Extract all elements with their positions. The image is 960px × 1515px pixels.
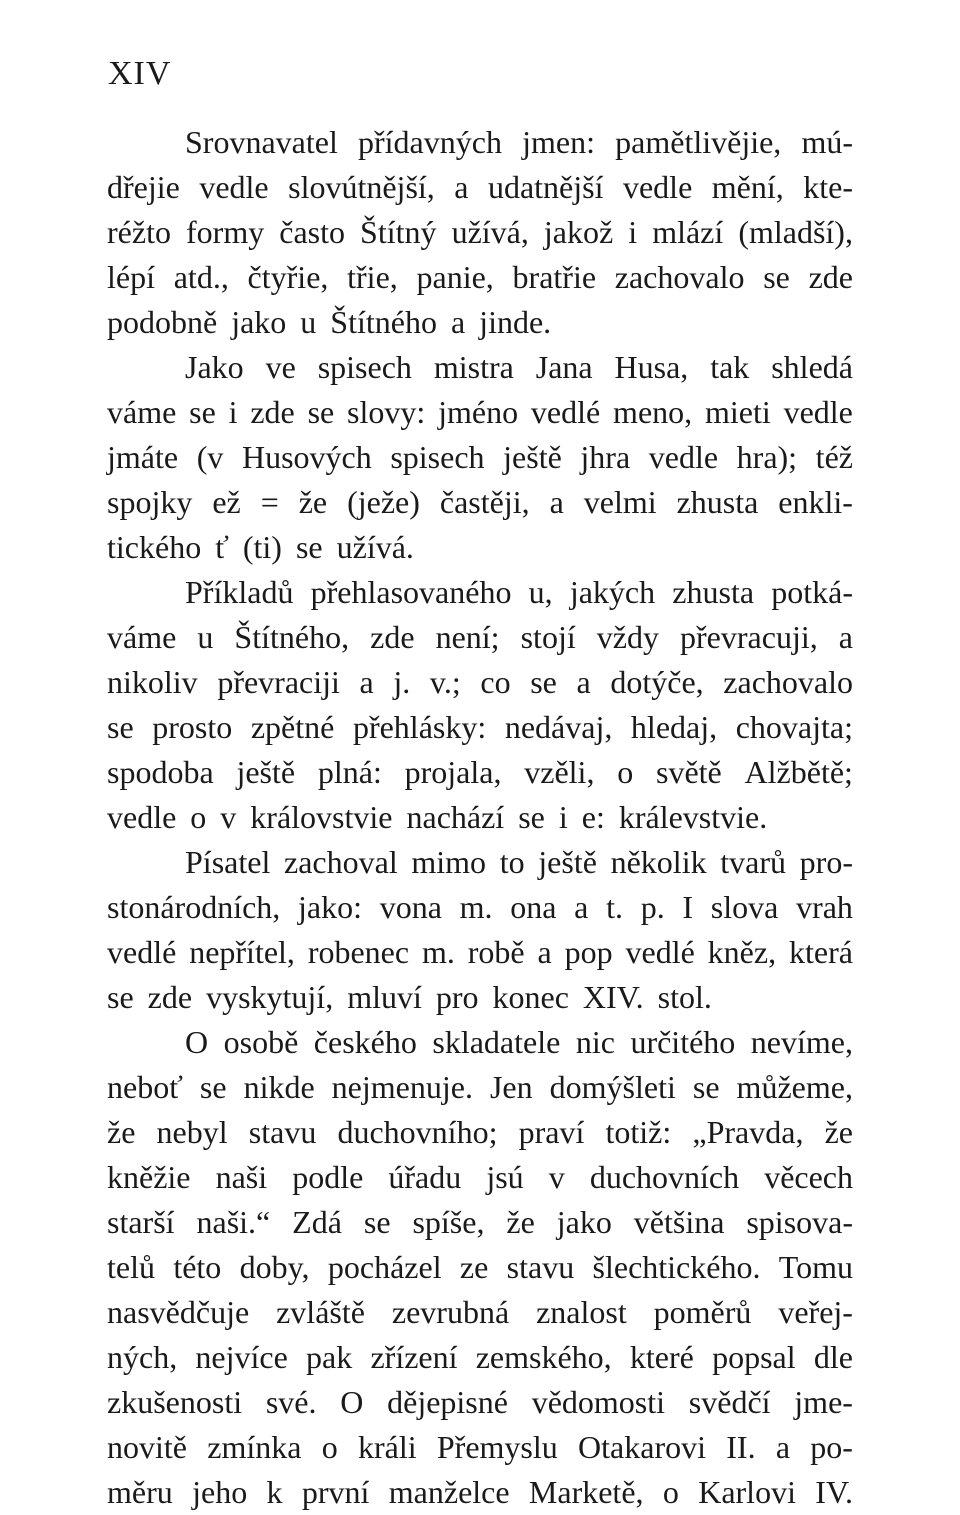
word: t.	[606, 889, 623, 925]
word: Štítný	[360, 214, 437, 250]
text-line	[107, 795, 853, 840]
word: vedlé	[625, 934, 695, 970]
word: se	[307, 394, 335, 430]
word: a	[775, 1429, 791, 1465]
word: a	[537, 934, 552, 970]
text-line	[107, 1380, 853, 1425]
word: dřejie	[107, 169, 180, 205]
text-line	[107, 1110, 853, 1155]
text-line	[107, 525, 853, 570]
word: kněz,	[707, 934, 777, 970]
word: totiž:	[605, 1114, 672, 1150]
text-line	[107, 615, 853, 660]
text-line	[107, 255, 853, 300]
word: jako:	[298, 889, 362, 925]
word: jakož	[543, 214, 614, 250]
word: k	[266, 1474, 283, 1510]
word: několik	[610, 844, 707, 880]
word: jsú	[486, 1159, 524, 1195]
word: vedlé	[530, 394, 601, 430]
word: u	[197, 619, 214, 655]
word: doby,	[239, 1249, 310, 1285]
word: věcech	[764, 1159, 853, 1195]
word: této	[173, 1249, 222, 1285]
text-line	[107, 1425, 853, 1470]
word: O	[185, 1024, 209, 1060]
word: nevíme,	[750, 1024, 853, 1060]
word: Štítného,	[234, 619, 350, 655]
word: zkušenosti	[107, 1384, 243, 1420]
word: ež	[212, 484, 241, 520]
word: Srovnavatel	[185, 124, 338, 160]
word: častěji,	[439, 484, 530, 520]
word: zde	[250, 394, 295, 430]
text-line	[107, 165, 853, 210]
word: stonárodních,	[107, 889, 281, 925]
word: nejvíce	[195, 1339, 288, 1375]
word: jako	[556, 1204, 612, 1240]
word: ze	[459, 1249, 489, 1285]
text-line	[107, 975, 853, 1020]
word: často	[279, 214, 345, 250]
word: znalost	[536, 1294, 627, 1330]
word: zhusta	[672, 574, 755, 610]
word: zevrubná	[391, 1294, 510, 1330]
word: vzěli,	[524, 754, 595, 790]
text-line	[107, 1470, 853, 1515]
word: spisech	[317, 349, 412, 385]
word: se	[107, 709, 134, 745]
word: I	[682, 889, 694, 925]
text-line	[107, 660, 853, 705]
word: mistra	[433, 349, 514, 385]
word: II.	[726, 1429, 756, 1465]
word: IV.	[815, 1474, 853, 1510]
word: se	[763, 259, 790, 295]
word: popsal	[712, 1339, 796, 1375]
word: spojky	[107, 484, 193, 520]
word: zachovalo	[614, 259, 745, 295]
word: mú-	[801, 124, 853, 160]
word: přídavných	[358, 124, 502, 160]
word: po-	[810, 1429, 853, 1465]
word: vedle	[622, 169, 693, 205]
word: pak	[306, 1339, 353, 1375]
word: kte-	[803, 169, 853, 205]
text-line	[107, 435, 853, 480]
word: že	[298, 484, 328, 520]
word: nasvědčuje	[107, 1294, 250, 1330]
text-line-content: vedle o v královstvie nachází se i e: králevstvie.	[107, 799, 768, 835]
word: převracuji,	[680, 619, 818, 655]
word: tvarů	[720, 844, 786, 880]
word: vedlé	[107, 934, 177, 970]
text-line	[107, 345, 853, 390]
word: plná:	[317, 754, 382, 790]
text-line-content: se zde vyskytují, mluví pro konec XIV. stol.	[107, 979, 712, 1015]
word: panie,	[416, 259, 494, 295]
word: stojí	[520, 619, 576, 655]
word: (ježe)	[347, 484, 420, 520]
word: co	[480, 664, 511, 700]
word: lépí	[107, 259, 155, 295]
word: tak	[710, 349, 750, 385]
text-line	[107, 1245, 853, 1290]
text-line	[107, 750, 853, 795]
word: vedle	[199, 169, 269, 205]
word: třie,	[347, 259, 398, 295]
text-line	[107, 390, 853, 435]
word: o	[662, 1474, 679, 1510]
word: nejmenuje.	[331, 1069, 473, 1105]
text-line	[107, 210, 853, 255]
word: dotýče,	[610, 664, 704, 700]
text-line	[107, 1335, 853, 1380]
word: robenec	[307, 934, 410, 970]
text-line	[107, 1290, 853, 1335]
word: starší	[107, 1204, 175, 1240]
word: ještě	[538, 844, 597, 880]
word: můžeme,	[736, 1069, 853, 1105]
word: naši.“	[196, 1204, 271, 1240]
word: se	[692, 1069, 720, 1105]
word: slovútnější,	[288, 169, 435, 205]
word: vrah	[796, 889, 853, 925]
word: i	[228, 394, 238, 430]
text-line	[107, 705, 853, 750]
word: se	[530, 664, 557, 700]
text-line	[107, 840, 853, 885]
word: stavu	[248, 1114, 317, 1150]
word: duchovního;	[337, 1114, 498, 1150]
word: telů	[107, 1249, 155, 1285]
word: se	[363, 1204, 391, 1240]
word: Marketě,	[528, 1474, 644, 1510]
text-line	[107, 1200, 853, 1245]
word: králi	[357, 1429, 417, 1465]
word: velmi	[583, 484, 657, 520]
word: Příkladů	[185, 574, 294, 610]
word: vedle	[783, 394, 853, 430]
word: o	[321, 1429, 338, 1465]
word: vždy	[596, 619, 659, 655]
word: že	[506, 1204, 535, 1240]
word: bratřie	[512, 259, 597, 295]
word: nedávaj,	[504, 709, 613, 745]
word: podle	[292, 1159, 364, 1195]
word: „Pravda,	[692, 1114, 804, 1150]
word: zachoval	[284, 844, 398, 880]
word: se	[189, 394, 216, 430]
word: slovy:	[347, 394, 426, 430]
word: prosto	[152, 709, 233, 745]
word: shledá	[771, 349, 853, 385]
word: vona	[379, 889, 442, 925]
word: Zdá	[292, 1204, 342, 1240]
word: projala,	[404, 754, 502, 790]
word: není;	[435, 619, 500, 655]
word: a	[549, 484, 564, 520]
word: zachovalo	[723, 664, 853, 700]
word: Karlovi	[698, 1474, 796, 1510]
word: ona	[510, 889, 557, 925]
word: přehlásky:	[352, 709, 487, 745]
text-line	[107, 480, 853, 525]
text-line	[107, 930, 853, 975]
word: váme	[107, 619, 177, 655]
word: o	[617, 754, 634, 790]
word: váme	[107, 394, 177, 430]
word: zpětné	[250, 709, 335, 745]
word: réžto	[107, 214, 171, 250]
word: novitě	[107, 1429, 187, 1465]
word: p.	[640, 889, 665, 925]
word: a	[454, 169, 469, 205]
word: v	[548, 1159, 565, 1195]
word: mieti	[704, 394, 771, 430]
word: a	[838, 619, 853, 655]
word: robě	[467, 934, 525, 970]
word: které	[629, 1339, 694, 1375]
word: a	[574, 889, 589, 925]
word: českého	[313, 1024, 417, 1060]
word: světě	[656, 754, 722, 790]
word: užívá,	[451, 214, 529, 250]
word: a	[576, 664, 591, 700]
word: skladatele	[432, 1024, 561, 1060]
word: jmáte	[107, 439, 179, 475]
word: stavu	[506, 1249, 575, 1285]
text-line	[107, 1065, 853, 1110]
word: (mladší),	[738, 214, 853, 250]
word: kněžie	[107, 1159, 191, 1195]
text-line	[107, 300, 853, 345]
word: jméno	[438, 394, 519, 430]
word: pro-	[799, 844, 853, 880]
word: duchovních	[589, 1159, 740, 1195]
word: zde	[808, 259, 853, 295]
word: formy	[186, 214, 265, 250]
word: čtyřie,	[247, 259, 329, 295]
word: poměrů	[653, 1294, 752, 1330]
word: Otakarovi	[578, 1429, 706, 1465]
word: nikoliv	[107, 664, 198, 700]
text-line	[107, 1155, 853, 1200]
word: spisech	[390, 439, 485, 475]
word: přehlasovaného	[310, 574, 512, 610]
word: domýšleti	[549, 1069, 676, 1105]
word: spodoba	[107, 754, 214, 790]
word: enkli-	[778, 484, 853, 520]
word: m.	[459, 889, 493, 925]
word: mimo	[411, 844, 487, 880]
word: ještě	[503, 439, 562, 475]
word: zde	[370, 619, 415, 655]
word: O	[340, 1384, 364, 1420]
word: jme-	[794, 1384, 853, 1420]
word: meno,	[613, 394, 693, 430]
word: dějepisné	[387, 1384, 508, 1420]
word: potká-	[771, 574, 853, 610]
word: zřízení	[370, 1339, 458, 1375]
word: svědčí	[688, 1384, 771, 1420]
word: jakých	[569, 574, 656, 610]
word: udatnější	[487, 169, 604, 205]
text-line-content: tického ť (ti) se užívá.	[107, 529, 414, 565]
word: první	[301, 1474, 370, 1510]
word: úřadu	[388, 1159, 462, 1195]
word: Písatel	[185, 844, 271, 880]
word: se	[199, 1069, 227, 1105]
word: jeho	[192, 1474, 248, 1510]
word: to	[499, 844, 525, 880]
word: nikde	[243, 1069, 315, 1105]
text-line	[107, 1020, 853, 1065]
word: že	[107, 1114, 136, 1150]
word: spisova-	[746, 1204, 853, 1240]
word: naši	[215, 1159, 268, 1195]
word: slova	[710, 889, 779, 925]
word: ještě	[236, 754, 296, 790]
word: v.;	[429, 664, 461, 700]
word: že	[824, 1114, 853, 1150]
word: nebyl	[156, 1114, 228, 1150]
word: převraciji	[217, 664, 340, 700]
word: osobě	[223, 1024, 299, 1060]
word: vědomosti	[531, 1384, 666, 1420]
word: spíše,	[412, 1204, 485, 1240]
word: manželce	[388, 1474, 510, 1510]
word: měru	[107, 1474, 173, 1510]
word: Přemyslu	[436, 1429, 558, 1465]
word: praví	[518, 1114, 585, 1150]
body-text	[107, 120, 853, 1515]
word: šlechtického.	[592, 1249, 761, 1285]
word: hledaj,	[630, 709, 718, 745]
text-line-content: podobně jako u Štítného a jinde.	[107, 304, 552, 340]
word: i	[628, 214, 638, 250]
word: hra);	[736, 439, 798, 475]
word: mlází	[652, 214, 724, 250]
word: a	[359, 664, 374, 700]
word: určitého	[630, 1024, 736, 1060]
word: Tomu	[778, 1249, 853, 1285]
word: u,	[528, 574, 553, 610]
word: své.	[265, 1384, 317, 1420]
word: ve	[265, 349, 296, 385]
word: pocházel	[327, 1249, 442, 1285]
word: atd.,	[173, 259, 229, 295]
word: chovajta;	[735, 709, 853, 745]
word: zhusta	[676, 484, 759, 520]
text-line	[107, 120, 853, 165]
word: mění,	[711, 169, 784, 205]
word: zmínka	[207, 1429, 302, 1465]
word: pamětlivějie,	[615, 124, 782, 160]
word: pop	[564, 934, 613, 970]
word: nepřítel,	[189, 934, 295, 970]
text-line	[107, 885, 853, 930]
word: nic	[575, 1024, 615, 1060]
word: Jako	[185, 349, 244, 385]
word: jmen:	[522, 124, 595, 160]
word: dle	[813, 1339, 853, 1375]
word: Husa,	[614, 349, 689, 385]
word: vedle	[648, 439, 719, 475]
word: Alžbětě;	[744, 754, 853, 790]
word: zemského,	[475, 1339, 612, 1375]
word: j.	[393, 664, 411, 700]
word: veřej-	[778, 1294, 853, 1330]
word: Jana	[535, 349, 593, 385]
word: neboť	[107, 1069, 183, 1105]
word: která	[788, 934, 853, 970]
word: Husových	[241, 439, 372, 475]
word: zvláště	[276, 1294, 365, 1330]
word: =	[260, 484, 279, 520]
page-number: XIV	[108, 55, 172, 92]
word: m.	[421, 934, 455, 970]
word: Jen	[489, 1069, 533, 1105]
word: většina	[633, 1204, 725, 1240]
word: ných,	[107, 1339, 178, 1375]
word: též	[815, 439, 853, 475]
word: jhra	[580, 439, 631, 475]
text-line	[107, 570, 853, 615]
word: (v	[196, 439, 224, 475]
